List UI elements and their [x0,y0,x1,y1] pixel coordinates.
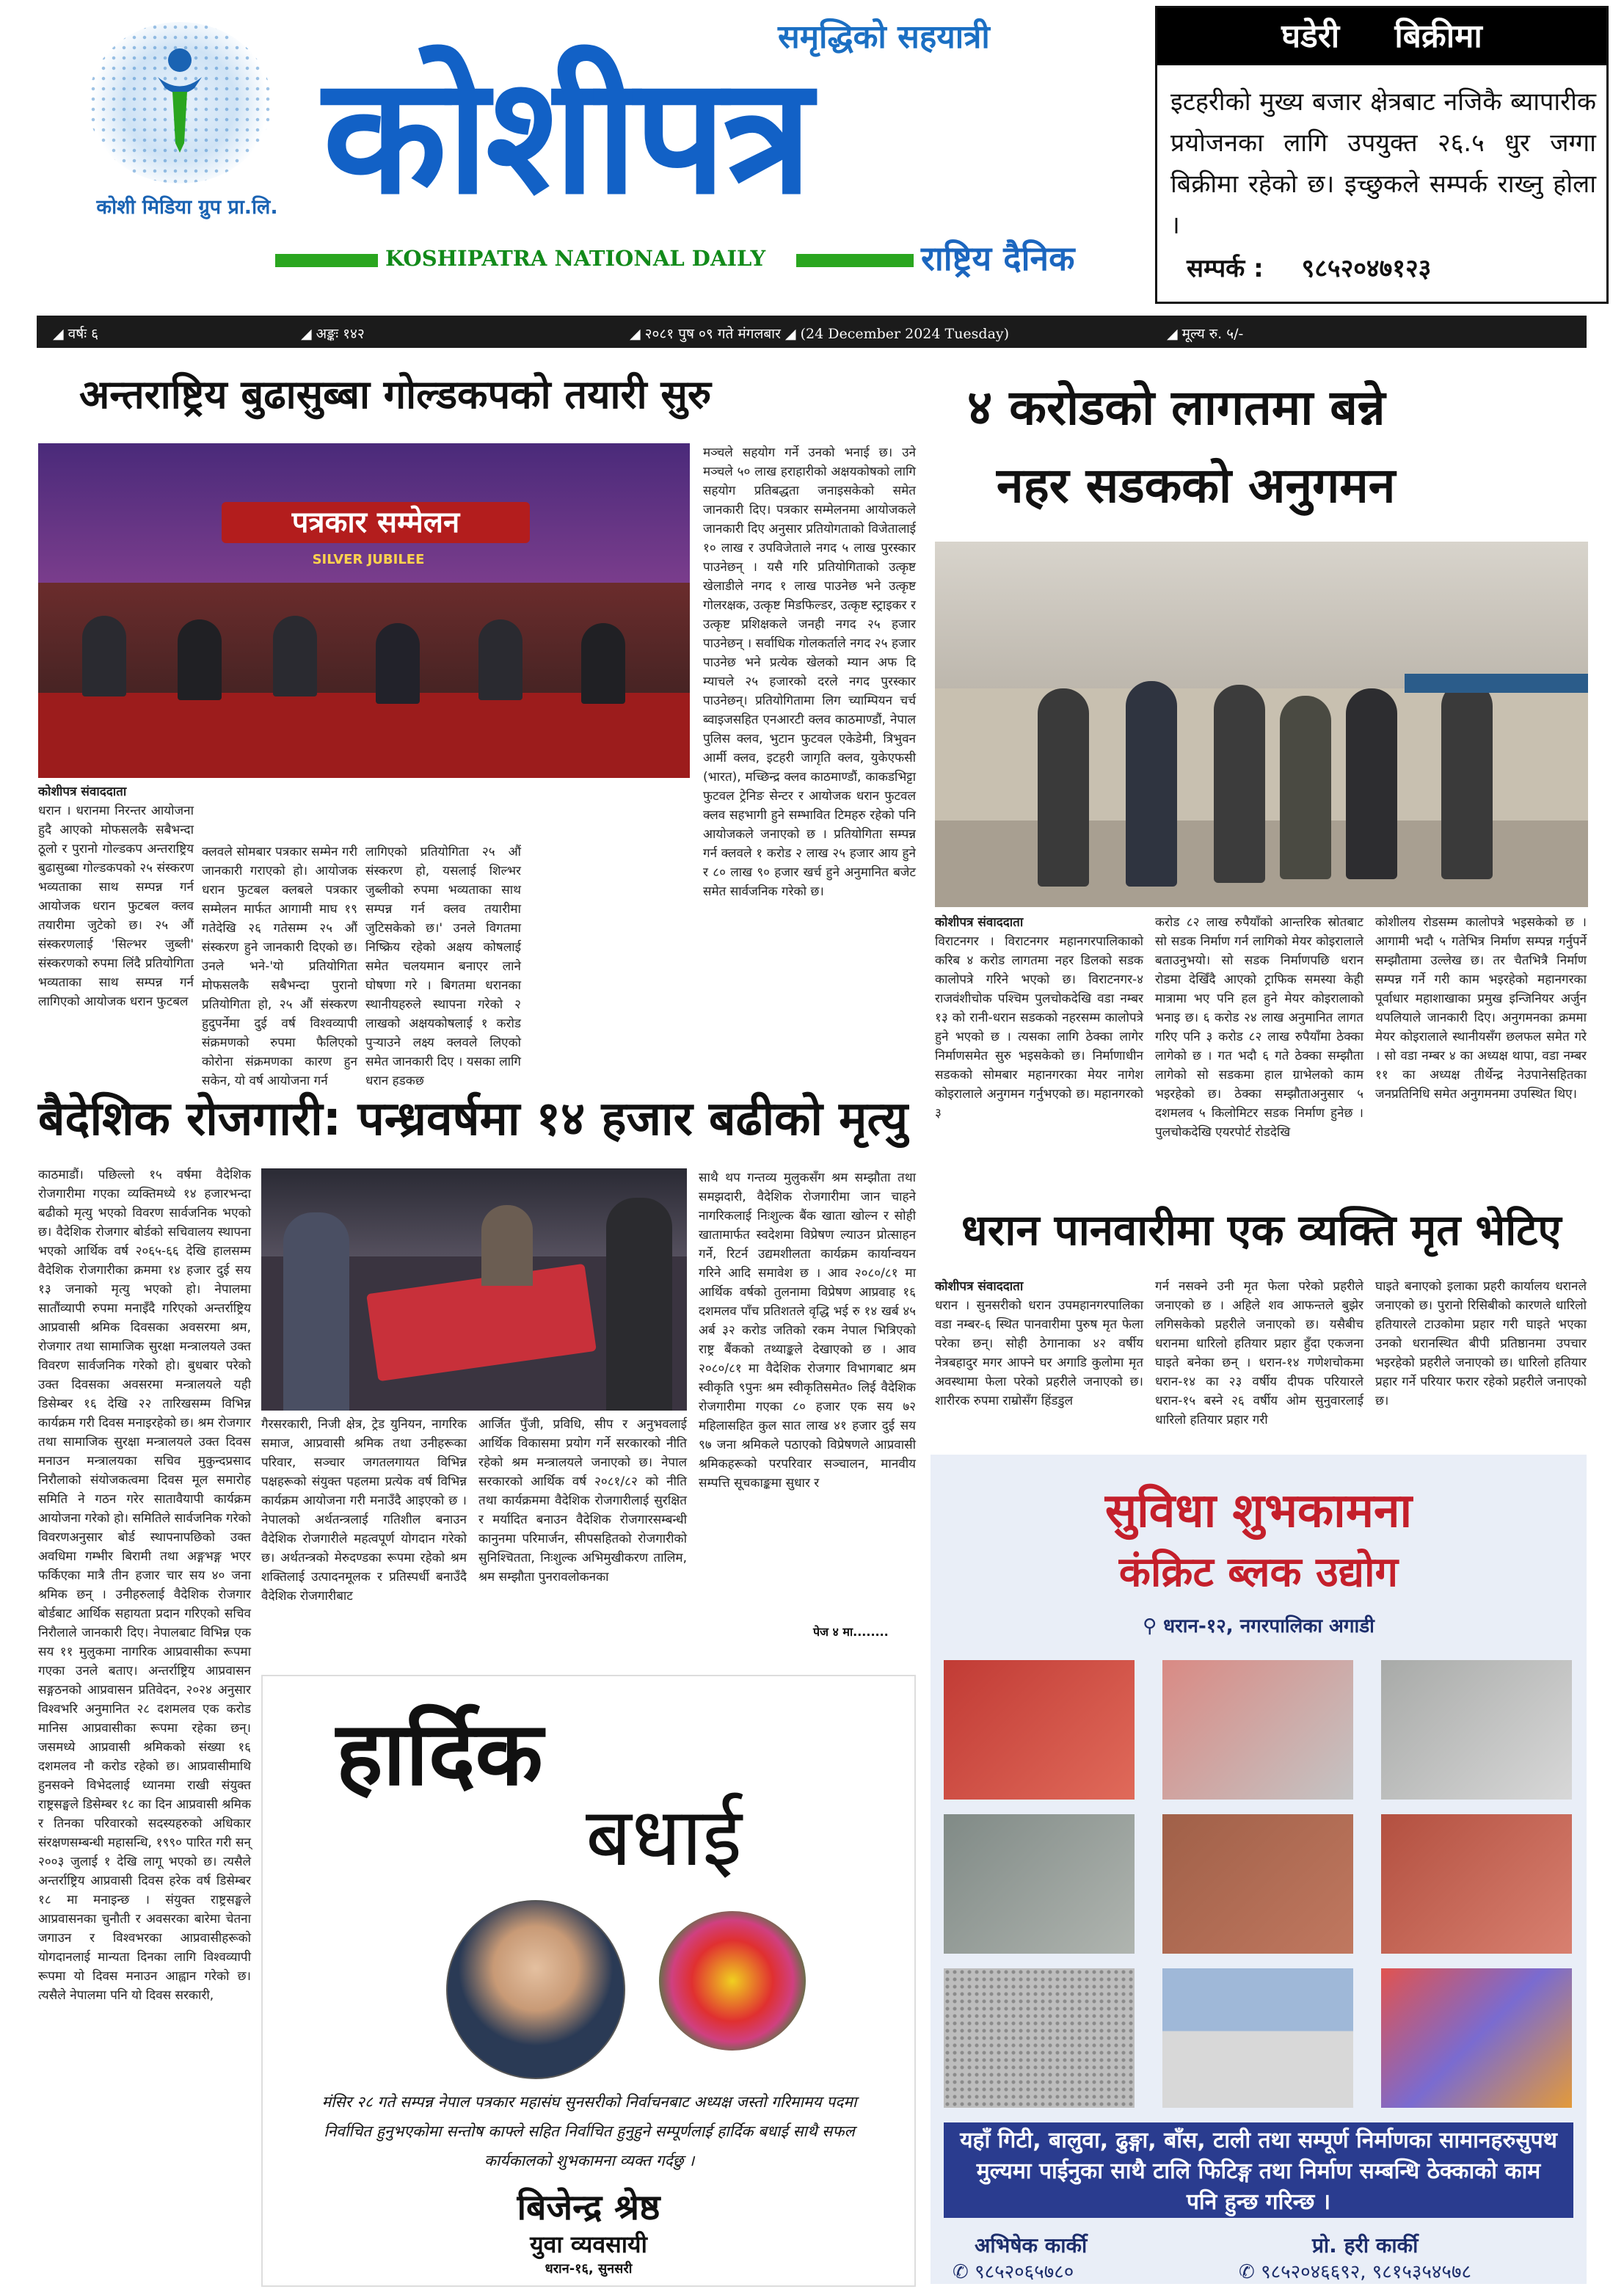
story4-col1 [935,1277,1143,1444]
masthead [0,0,1624,308]
ad-heading: सुविधा शुभकामना [1104,1484,1413,1538]
location-pin-icon: ⚲ [1143,1615,1157,1637]
ad-subheading: कंक्रिट ब्लक उद्योग [1118,1549,1399,1596]
story3-col3: आर्जित पुँजी, प्रविधि, सीप र अनुभवलाई आर्थिक विकासमा प्रयोग गर्ने सरकारको नीति रहेको श्रम मन्त्रालयले जनाएको छ। नेपाल सरकारको आर्थिक वर्ष २०८१/८२ को नीति तथा कार्यक्रममा वैदेशिक रोजगारीलाई सुरक्षित र मर्यादित बनाउन वैदेशिक रोजगारसम्बन्धी कानुनमा परिमार्जन, सीपसहितको रोजगारीको सुनिश्चितता, निःशुल्क अभिमुखीकरण तालिम, श्रम सम्झौता पुनरावलोकनका [478,1417,687,1585]
contact2-name: प्रो. हरी कार्की [1312,2233,1419,2258]
story3-col2: गैरसरकारी, निजी क्षेत्र, ट्रेड युनियन, नागरिक समाज, आप्रवासी श्रमिक तथा उनीहरूका परिवार, सञ्चार जगतलगायत विभिन्न पक्षहरूको संयुक्त पहलमा प्रत्येक वर्ष विभिन्न कार्यक्रम आयोजना गरी मनाउँदै आइएको छ । नेपालको अर्थतन्त्रलाई गतिशील बनाउन वैदेशिक रोजगारीले महत्वपूर्ण योगदान गरेको छ। अर्थतन्त्रको मेरुदण्डका रूपमा रहेको श्रम शक्तिलाई उत्पादनमूलक र प्रतिस्पर्धी बनाउँदै वैदेशिक रोजगारीबाट [261,1417,467,1604]
story2-headline-line1: ४ करोडको लागतमा बन्ने [967,379,1386,436]
congrats-name: बिजेन्द्र श्रेष्ठ [517,2187,660,2228]
product-image-bricks [1162,1814,1353,1954]
pen-figure-logo-icon [150,44,209,154]
product-image-color-tiles [1381,1968,1572,2108]
story2-headline-line2: नहर सडकको अनुगमन [997,457,1396,514]
product-image-red-bricks [1381,1814,1572,1954]
green-rule-left [275,254,378,267]
ad-tagline: यहाँ गिटी, बालुवा, ढुङ्गा, बाँस, टाली तथा सम्पूर्ण निर्माणका सामानहरुसुपथ मुल्यमा पाईनुका साथै टालि फिटिङ्ग तथा निर्माण सम्बन्धि ठेक्काको काम पनि हुन्छ गरिन्छ । [944,2122,1573,2218]
date-label: ◢ २०८१ पुष ०९ गते मंगलबार ◢ (24 December 2024 Tuesday) [630,326,1010,342]
story2-col3: कोशीलय रोडसम्म कालोपत्रे भइसकेको छ । आगामी भदौ ५ गतेभित्र निर्माण सम्पन्न गर्नुपर्ने सम्झौतामा उल्लेख छ। तर चैतभित्रै निर्माण सम्पन्न गर्ने गरी काम भइरहेको महानगरका पूर्वाधार महाशाखाका प्रमुख इन्जिनियर अर्जुन थपलियाले जानकारी दिए। अनुगमनका क्रममा मेयर कोइरालाले स्थानीयसँग छलफल समेत गरे । सो वडा नम्बर ४ का अध्यक्ष थापा, वडा नम्बर ११ का अध्यक्ष तीर्थेन्द्र नेउपानेसहितका जनप्रतिनिधि समेत अनुगमनमा उपस्थित थिए। [1375,915,1587,1102]
issue-info-bar [37,316,1587,348]
flower-bouquet-icon [659,1911,806,2051]
congrats-title-2: बधाई [586,1790,742,1884]
concrete-block-ad [931,1455,1587,2284]
story3-photo [261,1168,687,1411]
story1-photo [38,443,690,778]
group-name: कोशी मिडिया ग्रुप प्रा.लि. [96,196,278,219]
price-label: ◢ मूल्य रु. ५/- [1167,326,1244,342]
congratulations-ad [261,1675,916,2287]
story3-headline: बैदेशिक रोजगारी: पन्ध्रवर्षमा १४ हजार बढीको मृत्यु [38,1092,909,1146]
story1-col2: क्लवले सोमबार पत्रकार सम्मेन गरी जानकारी गराएको हो। आयोजक धरान फुटबल क्लबले पत्रकार सम्मेलन मार्फत आगामी माघ १९ गतेदेखि २६ गतेसम्म २५ औं संस्करण हुने जानकारी दिएको छ। उनले भने-'यो प्रतियोगिता मोफसलकै सबैभन्दा पुरानो प्रतियोगिता हो, २५ औं संस्करण हुदुपर्नेमा दुई वर्ष विश्वव्यापी संक्रमणको रुपमा फैलिएको कोरोना संक्रमणका कारण हुन सकेन, यो वर्ष आयोजना गर्न [202,845,357,1088]
photo-banner-text: पत्रकार सम्मेलन [222,502,530,543]
story2-col1 [935,913,1143,1174]
story4-col1-text: धरान । सुनसरीको धरान उपमहानगरपालिका वडा नम्बर-६ स्थित पानवारीमा पुरुष मृत फेला परेका छन्। सोही ठेगानाका ४२ वर्षीय नेत्रबहादुर मगर आफ्ने घर अगाडि कुलोमा मृत अवस्थामा फेला परेको प्रहरीले जनाएको छ। शारीरक रुपमा राम्रोसँग हिंडडुल [935,1298,1143,1408]
story4-col3: घाइते बनाएको इलाका प्रहरी कार्यालय धरानले जनाएको छ। पुरानो रिसिबीको कारणले धारिलो हतियारले टाउकोमा प्रहार गरी घाइते भएका उनको धरानस्थित बीपी प्रतिष्ठानमा उपचार भइरहेको प्रहरीले जनाएको छ। धारिलो हतियार प्रहार गर्ने परियार फरार रहेको प्रहरीले जनाएको छ। [1375,1279,1587,1408]
congrats-person-title: युवा व्यवसायी [530,2230,647,2258]
story1-col3: लागिएको प्रतियोगिता २५ औं संस्करण हो, यसलाई शिल्भर जुब्लीको रुपमा भव्यताका साथ सम्पन्न गर्न क्लव तयारीमा जुटिसकेको छ।' उनले विगतमा निष्क्रिय रहेको अक्षय कोषलाई समेत चलयमान बनाएर लाने घोषणा गरे । बिगतमा धरानका स्थानीयहरुले स्थापना गरेको २ लाखको अक्षयकोषलाई १ करोड पुऱ्याउने लक्ष्य क्लवले लिएको समेत जानकारी दिए । यसका लागि धरान हडकछ [365,845,521,1088]
story1-headline: अन्तराष्ट्रिय बुढासुब्बा गोल्डकपको तयारी सुरु [79,371,712,418]
classified-body: इटहरीको मुख्य बजार क्षेत्रबाट नजिकै ब्यापारीक प्रयोजनका लागि उपयुक्त २६.५ धुर जग्गा बिक्रीमा रहेको छ। इच्छुकले सम्पर्क राख्नु होला । [1170,87,1596,240]
story1-col1-text: धरान । धरानमा निरन्तर आयोजना हुदै आएको मोफसलकै सबैभन्दा ठूलो र पुरानो गोल्डकप अन्तराष्ट्रिय बुढासुब्बा गोल्डकपको २५ संस्करण भव्यताका साथ सम्पन्न गर्न आयोजक धरान फुटबल क्लव तयारीमा जुटेको छ। २५ औं संस्करणलाई 'सिल्भर जुब्ली' संस्करणको रुपमा लिंदै प्रतियोगिता भव्यताका साथ सम्पन्न गर्न लागिएको आयोजक धरान फुटबल [38,804,194,1009]
congrats-message: मंसिर २८ गते सम्पन्न नेपाल पत्रकार महासंघ सुनसरीको निर्वाचनबाट अध्यक्ष जस्तो गरिमामय पदमा निर्वाचित हुनुभएकोमा सन्तोष काफ्ले सहित निर्वाचित हुनुहुने सम्पूर्णलाई हार्दिक बधाई साथै सफल कार्यकालको शुभकामना व्यक्त गर्दछु । [321,2093,857,2169]
product-image-sand [1162,1968,1353,2108]
product-image-grey-blocks [1381,1660,1572,1800]
story4-col2: गर्न नसक्ने उनी मृत फेला परेको प्रहरीले जनाएको छ । अहिले शव आफन्तले बुझेर लगिसकेको प्रहरीले जनाएको छ। यसैबीच धरानमा धारिलो हतियार प्रहार हुँदा एकजना घाइते बनेका छन् । धरान-१४ गणेशचोकमा धरान-१४ का २३ वर्षीय दीपक परियारले धरान-१५ बस्ने २६ वर्षीय ओम सुनुवारलाई धारिलो हतियार प्रहार गरी [1155,1279,1363,1427]
contact1-phone: ✆ ९८५२०६५७८० [953,2261,1074,2283]
product-image-paving [944,1814,1135,1954]
story1-byline: कोशीपत्र संवाददाता [38,785,127,799]
contact2-phone: ✆ ९८५२०४६६९२, ९८१५३५४५७८ [1239,2261,1471,2283]
classified-heading: घडेरी बिक्रीमा [1157,8,1606,65]
classified-contact [1187,250,1590,284]
ad-location: ⚲ धरान-१२, नगरपालिका अगाडी [1143,1615,1374,1637]
story2-byline: कोशीपत्र संवाददाता [935,915,1024,930]
story2-col1-text: विराटनगर । विराटनगर महानगरपालिकाको करिब ४ करोड लागतमा नहर डिलको सडक कालोपत्रे गरिने भएको छ। विराटनगर-४ राजवंशीचोक पश्चिम पुलचोकदेखि वडा नम्बर १३ को रानी-धरान सडकको नहरसम्म कालोपत्रे हुने भएको छ । त्यसका लागि ठेक्का लागेर निर्माणसमेत सुरु भइसकेको छ। निर्माणाधीन सडकको सोमबार महानगरका मेयर नागेश कोइरालाले अनुगमन गर्नुभएको छ। महानगरको ३ [935,934,1143,1121]
phone-icon: ✆ [1239,2261,1255,2283]
person-photo [446,1900,625,2079]
contact1-name: अभिषेक कार्की [975,2233,1088,2258]
tagline: समृद्धिको सहयात्री [778,18,990,56]
product-image-gravel [944,1968,1135,2108]
photo-sub-text: SILVER JUBILEE [312,552,425,567]
issue-label: ◢ अङ्कः १४२ [301,326,365,342]
green-rule-right [796,254,914,267]
contact-label: सम्पर्क : [1187,254,1264,283]
story4-byline: कोशीपत्र संवाददाता [935,1279,1024,1294]
product-image-red-tiles [944,1660,1135,1800]
story3-col1: काठमाडौं। पछिल्लो १५ वर्षमा वैदेशिक रोजगारीमा गएका व्यक्तिमध्ये १४ हजारभन्दा बढीको मृत्यु भएको विवरण सार्वजनिक भएको छ। वैदेशिक रोजगार बोर्डको सचिवालय स्थापना भएको आर्थिक वर्ष २०६५-६६ देखि हालसम्म वैदेशिक रोजगारीका क्रममा १४ हजार दुई सय १३ जनाको मृत्यु भएको हो। नेपालमा सातौंव्यापी रुपमा मनाइँदै गरिएको अन्तर्राष्ट्रिय आप्रवासी श्रमिक दिवसका अवसरमा श्रम, रोजगार तथा सामाजिक सुरक्षा मन्त्रालयले उक्त विवरण सार्वजनिक गरेको हो। बुधबार परेको उक्त दिवसका अवसरमा मन्त्रालयले यही डिसेम्बर १६ देखि २२ तारिखसम्म विभिन्न कार्यक्रम गरी दिवस मनाइरहेको छ। श्रम रोजगार तथा सामाजिक सुरक्षा मन्त्रालयले उक्त दिवस मनाउन मन्त्रालयका सचिव मुकुन्दप्रसाद निरौलाको संयोजकत्वमा दिवस मूल समारोह समिति ने गठन गरेर सातावैयापी कार्यक्रम आयोजना गरेको हो। समितिले सार्वजनिक गरेको विवरणअनुसार बोर्ड स्थापनापछिको उक्त अवधिमा गम्भीर बिरामी तथा अङ्गभङ्ग भएर फर्किएका मात्रै तीन हजार चार सय ४० जना श्रमिक छन् । उनीहरुलाई वैदेशिक रोजगार बोर्डबाट आर्थिक सहायता प्रदान गरिएको सचिव निरौलाले जानकारी दिए। नेपालबाट विभिन्न एक सय ११ मुलुकमा नागरिक आप्रवासीका रूपमा गएका उनले बताए। अन्तर्राष्ट्रिय आप्रवासन सङ्गठनको आप्रवासन प्रतिवेदन, २०२४ अनुसार विश्वभरि अनुमानित २८ दशमलव एक करोड मानिस आप्रवासीका रूपमा रहेका छन्। जसमध्ये आप्रवासी श्रमिकको संख्या १६ दशमलव नौ करोड रहेको छ। आप्रवासीमाथि हुनसक्ने विभेदलाई ध्यानमा राखी संयुक्त राष्ट्रसङ्घले डिसेम्बर १८ का दिन आप्रवासी श्रमिक र तिनका परिवारको सदस्यहरुको अधिकार संरक्षणसम्बन्धी महासन्धि, १९९० पारित गरी सन् २००३ जुलाई १ देखि लागू भएको छ। त्यसैले अन्तर्राष्ट्रिय आप्रवासी दिवस हरेक वर्ष डिसेम्बर १८ मा मनाइन्छ । संयुक्त राष्ट्रसङ्घले आप्रवासनका चुनौती र अवसरका बारेमा चेतना जगाउन र विश्वभरका आप्रवासीहरूको योगदानलाई मान्यता दिनका लागि विश्वव्यापी रूपमा यो दिवस मनाउन आह्वान गरेको छ। त्यसैले नेपालमा पनि यो दिवस सरकारी, [38,1168,251,2003]
story1-col4: मञ्चले सहयोग गर्ने उनको भनाई छ। उने मञ्चले ५० लाख हराहारीको अक्षयकोषको लागि सहयोग प्रतिबद्धता जनाइसकेको समेत जानकारी दिए। पत्रकार सम्मेलनमा आयोजकले जानकारी दिए अनुसार प्रतियोगताको विजेतालाई १० लाख र उपविजेताले नगद ५ लाख पुरस्कार पाउनेछन् । यसै गरि प्रतियोगिताको उत्कृष्ट खेलाडीले नगद १ लाख पाउनेछ भने उत्कृष्ट गोलरक्षक, उत्कृष्ट मिडफिल्डर, उत्कृष्ट स्ट्राइकर र उत्कृष्ट प्रशिक्षकले जनही नगद २५ हजार पाउनेछन् । सर्वाधिक गोलकर्ताले नगद २५ हजार पाउनेछ भने प्रत्येक खेलको म्यान अफ दि म्याचले २५ हजारको दरले नगद पुरस्कार पाउनेछन्। प्रतियोगितामा लिग च्याम्पियन चर्च ब्वाइजसहित एनआरटी क्लव काठमाण्डौं, नेपाल पुलिस क्लव, भुटान फुटवल एकेडेमी, त्रिभुवन आर्मी क्लव, इटहरी जागृति क्लव, युकेएफसी (भारत), मच्छिन्द्र क्लव काठमाण्डौं, काकडभिट्टा फुटवल ट्रेनिङ सेन्टर र आयोजक धरान फुटवल क्लव सहभागी हुने सम्भावित टिमहरु रहेको पनि आयोजकले जनाएको छ । प्रतियोगिता सम्पन्न गर्न क्लवले १ करोड २ लाख २५ हजार आय हुने र ८० लाख ९० हजार खर्च हुने अनुमानित बजेट समेत सार्वजनिक गरेको छ। [703,445,916,899]
story3-continued[interactable]: पेज ४ मा........ [813,1625,889,1639]
story2-col2: करोड ८२ लाख रुपैयाँको आन्तरिक स्रोतबाट सो सडक निर्माण गर्न लागिको मेयर कोइरालाले बताउनुभयो। सो सडक निर्माणपछि धरान रोडमा देखिँदै आएको ट्राफिक समस्या केही मात्रामा भए पनि हल हुने मेयर कोइरालाको भनाइ छ। ६ करोड २४ लाख अनुमानित लागत गरिए पनि ३ करोड ८२ लाख रुपैयाँमा ठेक्का लागेको छ । गत भदौ ६ गते ठेक्का सम्झौता लागेको सो सडकमा हाल ग्राभेलको काम भइरहेको छ। ठेक्का सम्झौताअनुसार ५ दशमलव ५ किलोमिटर सडक निर्माण हुनेछ । पुलचोकदेखि एयरपोर्ट रोडदेखि [1155,915,1363,1140]
year-label: ◢ वर्षः ६ [53,326,98,342]
story3-col4: साथै थप गन्तव्य मुलुकसँग श्रम सम्झौता तथा समझदारी, वैदेशिक रोजगारीमा जान चाहने नागरिकलाई निःशुल्क बैंक खाता खोल्न र सोही खातामार्फत स्वदेशमा विप्रेषण ल्याउन प्रोत्साहन गर्ने, रिटर्न उद्यमशीलता कार्यक्रम कार्यान्वयन गरिने आदि समावेश छ । आव २०८०/८१ मा आर्थिक वर्षको तुलनामा विप्रेषण आप्रवाह १६ दशमलव पाँच प्रतिशतले वृद्धि भई रु १४ खर्ब ४५ अर्ब ३२ करोड जतिको रकम नेपाल भित्रिएको राष्ट्र बैंकको तथ्याङ्कले देखाएको छ । आव २०८०/८१ मा वैदेशिक रोजगार विभागबाट श्रम स्वीकृति ९पुनः श्रम स्वीकृतिसमेत० लिई वैदेशिक रोजगारीमा गएका ८० हजार एक सय ७२ महिलासहित कुल सात लाख ४१ हजार दुई सय ९७ जना श्रमिकले पठाएको विप्रेषणले आप्रवासी श्रमिकहरूको परपरिवार सञ्चालन, मानवीय सम्पत्ति सूचकाङ्कमा सुधार र [699,1171,916,1491]
daily-label: राष्ट्रिय दैनिक [921,239,1075,278]
product-image-pink-blocks [1162,1660,1353,1800]
story2-photo [935,542,1588,907]
english-name: KOSHIPATRA NATIONAL DAILY [385,246,766,271]
story1-col1 [38,782,194,1076]
story4-headline: धरान पानवारीमा एक व्यक्ति मृत भेटिए [961,1205,1562,1255]
brand-title: कोशीपत्र [323,42,809,230]
phone-icon: ✆ [953,2261,969,2283]
congrats-title-1: हार्दिक [336,1703,543,1805]
contact-number: ९८५२०४७१२३ [1301,254,1432,283]
classified-ad [1155,6,1609,304]
congrats-address: धरान-१६, सुनसरी [545,2261,633,2277]
